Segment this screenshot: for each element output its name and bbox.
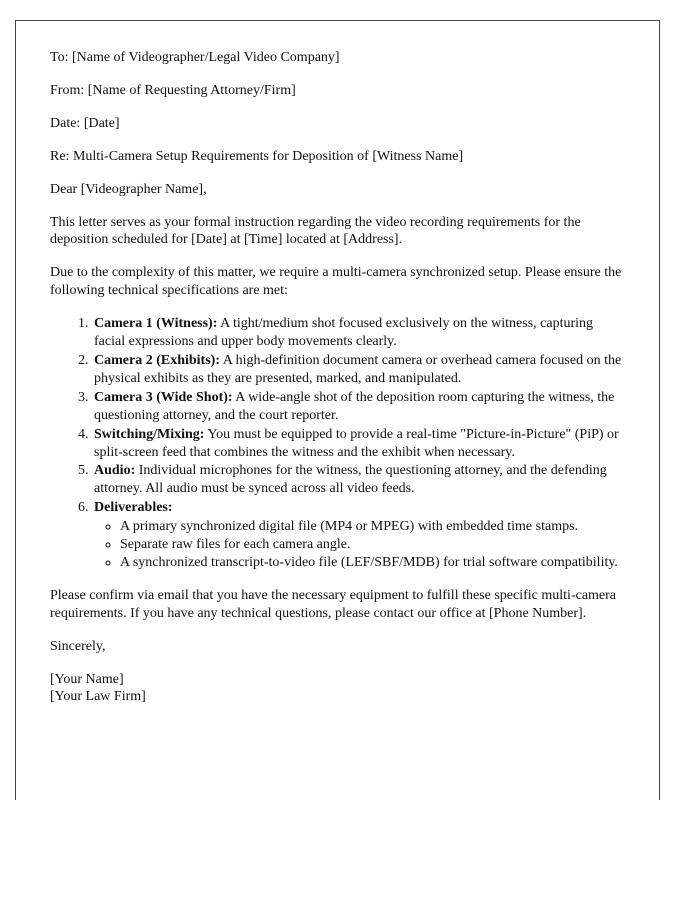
- requirement-text: Individual microphones for the witness, the questioning attorney, and the defending attorney. All audio must be synced across all video feeds.: [94, 463, 607, 497]
- requirement-item-camera1: [92, 315, 625, 351]
- requirement-item-deliverables: [92, 499, 625, 572]
- letter-document: [15, 20, 660, 800]
- deliverables-list: [94, 518, 625, 572]
- requirement-label: Audio:: [94, 463, 136, 479]
- letter-closing: Sincerely,: [50, 638, 106, 654]
- deliverable-item: ◦ Separate raw files for each camera angle.: [120, 536, 625, 554]
- requirement-label: Camera 3 (Wide Shot):: [94, 389, 233, 405]
- signature-name: [Your Name]: [50, 671, 124, 687]
- requirement-label: Camera 1 (Witness):: [94, 316, 218, 332]
- requirement-item-audio: [92, 462, 625, 498]
- deliverable-item: ◦ A primary synchronized digital file (MP4 or MPEG) with embedded time stamps.: [120, 518, 625, 536]
- paragraph-confirm: Please confirm via email that you have the necessary equipment to fulfill these specific multi-camera requirements. If you have any technical questions, please contact our office at [Phone Number].: [50, 587, 617, 621]
- letter-from-line: From: [Name of Requesting Attorney/Firm]: [50, 82, 296, 98]
- requirement-text: You must be equipped to provide a real-time "Picture-in-Picture" (PiP) or split-screen feed that combines the witness and the exhibit when necessary.: [94, 426, 619, 460]
- letter-date-line: Date: [Date]: [50, 115, 120, 131]
- letter-salutation: Dear [Videographer Name],: [50, 181, 207, 197]
- paragraph-intro: This letter serves as your formal instruction regarding the video recording requirements for the deposition scheduled for [Date] at [Time] located at [Address].: [50, 214, 581, 248]
- requirement-text: A wide-angle shot of the deposition room capturing the witness, the questioning attorney, and the court reporter.: [94, 389, 615, 423]
- requirement-text: A high-definition document camera or overhead camera focused on the physical exhibits as they are presented, marked, and manipulated.: [94, 352, 622, 386]
- requirements-list: [50, 315, 625, 572]
- deliverable-item: ◦ A synchronized transcript-to-video file (LEF/SBF/MDB) for trial software compatibility.: [120, 554, 625, 572]
- requirement-item-camera3: [92, 389, 625, 425]
- requirement-item-switching: [92, 426, 625, 462]
- requirement-label: Deliverables:: [94, 500, 173, 516]
- paragraph-setup: Due to the complexity of this matter, we require a multi-camera synchronized setup. Please ensure the following technical specifications are met:: [50, 265, 622, 299]
- requirement-text: A tight/medium shot focused exclusively on the witness, capturing facial expressions and upper body movements clearly.: [94, 316, 594, 350]
- requirement-item-camera2: [92, 352, 625, 388]
- requirement-label: Camera 2 (Exhibits):: [94, 352, 220, 368]
- letter-re-line: Re: Multi-Camera Setup Requirements for Deposition of [Witness Name]: [50, 148, 464, 164]
- requirement-label: Switching/Mixing:: [94, 426, 205, 442]
- letter-to-line: To: [Name of Videographer/Legal Video Company]: [50, 50, 340, 65]
- signature-firm: [Your Law Firm]: [50, 689, 146, 705]
